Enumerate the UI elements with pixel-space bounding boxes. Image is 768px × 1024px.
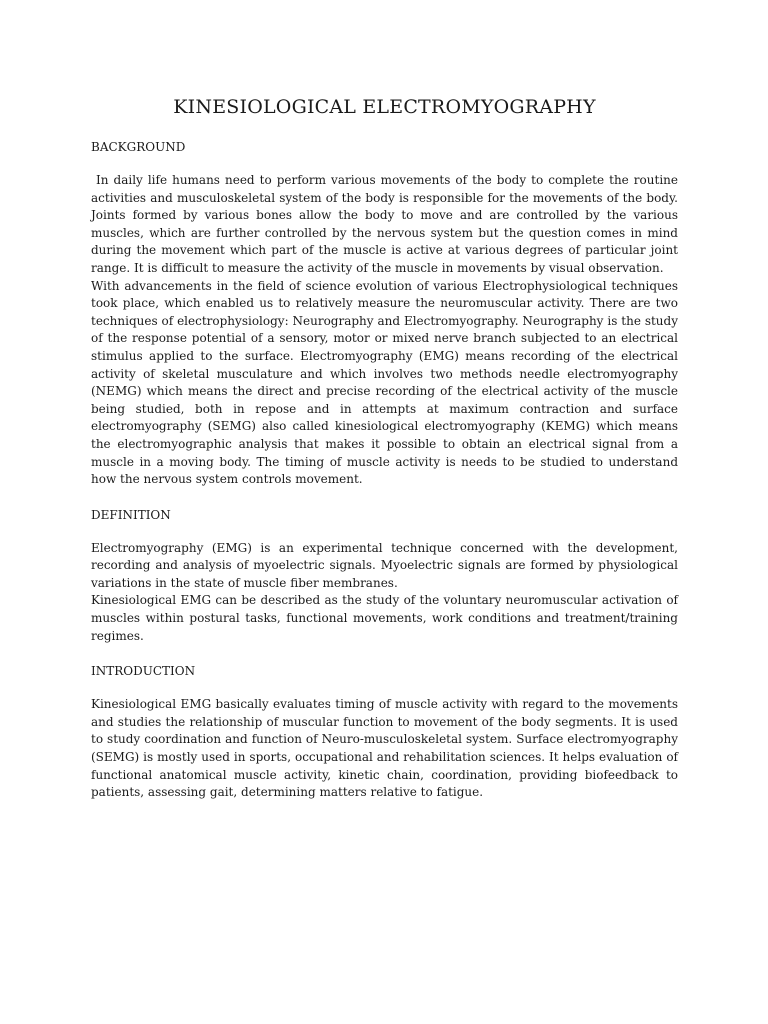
- background-paragraph-1: In daily life humans need to perform various movements of the body to complete the routine activities and musculoskeletal system of the body is responsible for the movements of the body. Joints formed by various bones allow the body to move and are controlled by the various muscles, which are further controlled by the nervous system but the question comes in mind during the movement which part of the muscle is active at various degrees of particular joint range. It is difficult to measure the activity of the muscle in movements by visual observation.: [91, 173, 682, 275]
- section-background: [91, 138, 682, 489]
- introduction-paragraph-1: Kinesiological EMG basically evaluates timing of muscle activity with regard to the movements and studies the relationship of muscular function to movement of the body segments. It is used to study coordination and function of Neuro-musculoskeletal system. Surface electromyography (SEMG) is mostly used in sports, occupational and rehabilitation sciences. It helps evaluation of functional anatomical muscle activity, kinetic chain, coordination, providing biofeedback to patients, assessing gait, determining matters relative to fatigue.: [91, 697, 678, 800]
- section-introduction: [91, 662, 678, 802]
- document-title: KINESIOLOGICAL ELECTROMYOGRAPHY: [173, 96, 596, 118]
- background-paragraph-2: With advancements in the field of science evolution of various Electrophysiological techniques took place, which enabled us to relatively measure the neuromuscular activity. There are two techniques of electrophysiology: Neurography and Electromyography. Neurography is the study of the response potential of a sensory, motor or mixed nerve branch subjected to an electrical stimulus applied to the surface. Electromyography (EMG) means recording of the electrical activity of skeletal musculature and which involves two methods needle electromyography (NEMG) which means the direct and precise recording of the electrical activity of the muscle being studied, both in repose and in attempts at maximum contraction and surface electromyography (SEMG) also called kinesiological electromyography (KEMG) which means the electromyographic analysis that makes it possible to obtain an electrical signal from a muscle in a moving body. The timing of muscle activity is needs to be studied to understand how the nervous system controls movement.: [91, 278, 678, 487]
- definition-paragraph-1: Electromyography (EMG) is an experimental technique concerned with the development, recording and analysis of myoelectric signals. Myoelectric signals are formed by physiological variations in the state of muscle fiber membranes.: [91, 540, 678, 590]
- definition-paragraph-2: Kinesiological EMG can be described as the study of the voluntary neuromuscular activation of muscles within postural tasks, functional movements, work conditions and treatment/training regimes.: [91, 593, 678, 643]
- section-heading-definition: DEFINITION: [91, 507, 171, 522]
- section-heading-introduction: INTRODUCTION: [91, 664, 196, 679]
- section-definition: [91, 506, 678, 646]
- document-page: [91, 94, 682, 819]
- section-heading-background: BACKGROUND: [91, 140, 186, 154]
